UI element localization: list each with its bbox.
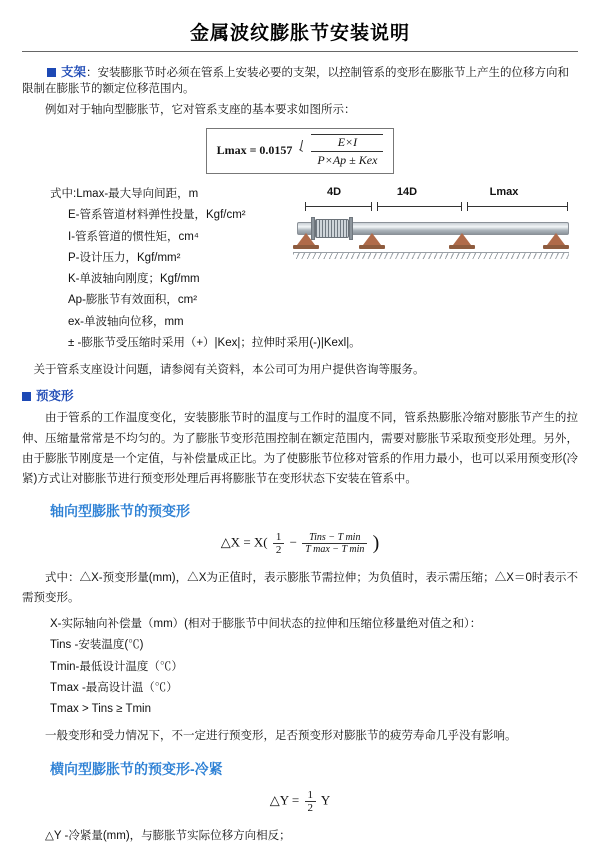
equation-lateral-half bbox=[305, 789, 317, 814]
figure-axial-support bbox=[285, 186, 580, 266]
formula-lmax-lhs: Lmax = 0.0157 bbox=[216, 142, 293, 157]
square-bullet-icon bbox=[22, 392, 31, 401]
formula-lmax-box bbox=[206, 128, 395, 174]
figure-drawing bbox=[285, 200, 575, 266]
equation-axial-ratio bbox=[302, 532, 367, 555]
bracket-para-2: 例如对于轴向型膨胀节，它对管系支座的基本要求如图所示： bbox=[45, 104, 356, 116]
support-graphic bbox=[449, 233, 475, 250]
figure-label-14d: 14D bbox=[396, 186, 418, 198]
half-numerator: 1 bbox=[305, 789, 317, 802]
equation-axial-lhs: △X = X( bbox=[220, 534, 268, 550]
dim-tick bbox=[461, 202, 462, 211]
equation-axial bbox=[22, 531, 578, 556]
dimension-line-4d bbox=[305, 206, 371, 207]
formula-numerator: E×I bbox=[311, 135, 383, 152]
dimension-line-14d bbox=[377, 206, 461, 207]
section-bracket-lead: ：安装膨胀节时必须在管系上安装必要的支架，以控制管系的变形在膨胀节上产生的位移方向和限制在膨胀节的额定位移范围内。 bbox=[22, 67, 570, 95]
title-divider bbox=[22, 51, 578, 52]
formula-lmax bbox=[22, 128, 578, 174]
equation-axial-half bbox=[273, 531, 285, 556]
dim-tick bbox=[371, 202, 372, 211]
legend-item: 式中:Lmax-最大导向间距，m bbox=[50, 188, 199, 201]
subheading-lateral: 横向型膨胀节的预变形-冷紧 bbox=[50, 760, 223, 777]
section-heading-predeform-label: 预变形 bbox=[36, 389, 74, 404]
axial-item: Tmin-最低设计温度（℃） bbox=[50, 660, 183, 673]
legend-item: P-设计压力，Kgf/mm² bbox=[68, 251, 181, 264]
dimension-line-lmax bbox=[467, 206, 567, 207]
page-title: 金属波纹膨胀节安装说明 bbox=[189, 23, 410, 44]
axial-item: X-实际轴向补偿量（mm）(相对于膨胀节中间状态的拉伸和压缩位移量绝对值之和）： bbox=[50, 618, 482, 631]
half-denominator: 2 bbox=[275, 543, 282, 556]
square-bullet-icon bbox=[47, 68, 56, 77]
half-denominator: 2 bbox=[307, 801, 314, 814]
figure-label-4d: 4D bbox=[326, 186, 342, 198]
figure-labels bbox=[285, 186, 580, 198]
axial-item: Tmax -最高设计温（℃） bbox=[50, 681, 178, 694]
dim-tick bbox=[305, 202, 306, 211]
lateral-note: △Y -冷紧量(mm)，与膨胀节实际位移方向相反； bbox=[45, 829, 291, 842]
section-heading-bracket-label: 支架 bbox=[61, 65, 87, 79]
legend-item: ± -膨胀节受压缩时采用（+）|Kex|；拉伸时采用(-)|Kexl|。 bbox=[68, 336, 361, 349]
axial-items bbox=[22, 614, 578, 720]
sqrt-icon bbox=[299, 134, 383, 168]
equation-lateral bbox=[22, 789, 578, 814]
ratio-denominator: T max − T min bbox=[305, 543, 365, 555]
formula-fraction bbox=[311, 134, 383, 168]
legend-item: K-单波轴向刚度；Kgf/mm bbox=[68, 273, 200, 286]
equation-lateral-lhs: △Y = bbox=[269, 792, 300, 808]
subheading-axial: 轴向型膨胀节的预变形 bbox=[50, 502, 190, 519]
support-graphic bbox=[543, 233, 569, 250]
axial-item: Tins -安装温度(℃) bbox=[50, 639, 144, 652]
legend-item: Ap-膨胀节有效面积，cm² bbox=[68, 294, 198, 307]
flange-graphic bbox=[349, 217, 353, 240]
section-heading-predeform bbox=[22, 386, 578, 404]
legend-item: ex-单波轴向位移，mm bbox=[68, 315, 184, 328]
figure-label-lmax: Lmax bbox=[489, 186, 519, 198]
formula-denominator: P×Ap ± Kex bbox=[317, 153, 378, 168]
ground-hatching bbox=[293, 252, 569, 259]
predeform-para: 由于管系的工作温度变化，安装膨胀节时的温度与工作时的温度不同，管系热膨胀冷缩对膨胀节产生的拉伸、压缩量常常是不均匀的。为了膨胀节变形范围控制在额定范围内，需要对膨胀节采取预变形处理。另外，由于膨胀节刚度是一个定值，与补偿量成正比。为了使膨胀节位移对管系的作用力最小，也可以采用预变形(冷紧)方式让对膨胀节进行预变形处理后再将膨胀节在变形状态下安装在管系中。 bbox=[22, 412, 578, 485]
equation-lateral-rhs: Y bbox=[320, 792, 331, 808]
axial-note-intro: 式中：△X-预变形量(mm)，△X为正值时，表示膨胀节需拉伸；为负值时，表示需压缩；△X＝0时表示不需预变形。 bbox=[22, 571, 578, 604]
legend-item: I-管系管道的惯性矩，cm⁴ bbox=[68, 230, 199, 243]
bellows-graphic bbox=[315, 219, 349, 238]
half-numerator: 1 bbox=[273, 531, 285, 544]
axial-item: Tmax > Tins ≥ Tmin bbox=[50, 703, 151, 716]
equation-axial-rhs: ) bbox=[372, 531, 380, 554]
dim-tick bbox=[467, 202, 468, 211]
bracket-closing-para: 关于管系支座设计问题，请参阅有关资料，本公司可为用户提供咨询等服务。 bbox=[22, 364, 425, 377]
section-heading-bracket bbox=[22, 62, 578, 96]
ratio-numerator: Tins − T min bbox=[302, 532, 367, 544]
dim-tick bbox=[567, 202, 568, 211]
dim-tick bbox=[377, 202, 378, 211]
support-graphic bbox=[293, 233, 319, 250]
legend-item: E-管系管道材料弹性投量，Kgf/cm² bbox=[68, 209, 246, 222]
axial-closing: 一般变形和受力情况下，不一定进行预变形，足否预变形对膨胀节的疲劳寿命几乎没有影响。 bbox=[45, 730, 517, 743]
equation-axial-minus: − bbox=[289, 534, 297, 550]
support-graphic bbox=[359, 233, 385, 250]
